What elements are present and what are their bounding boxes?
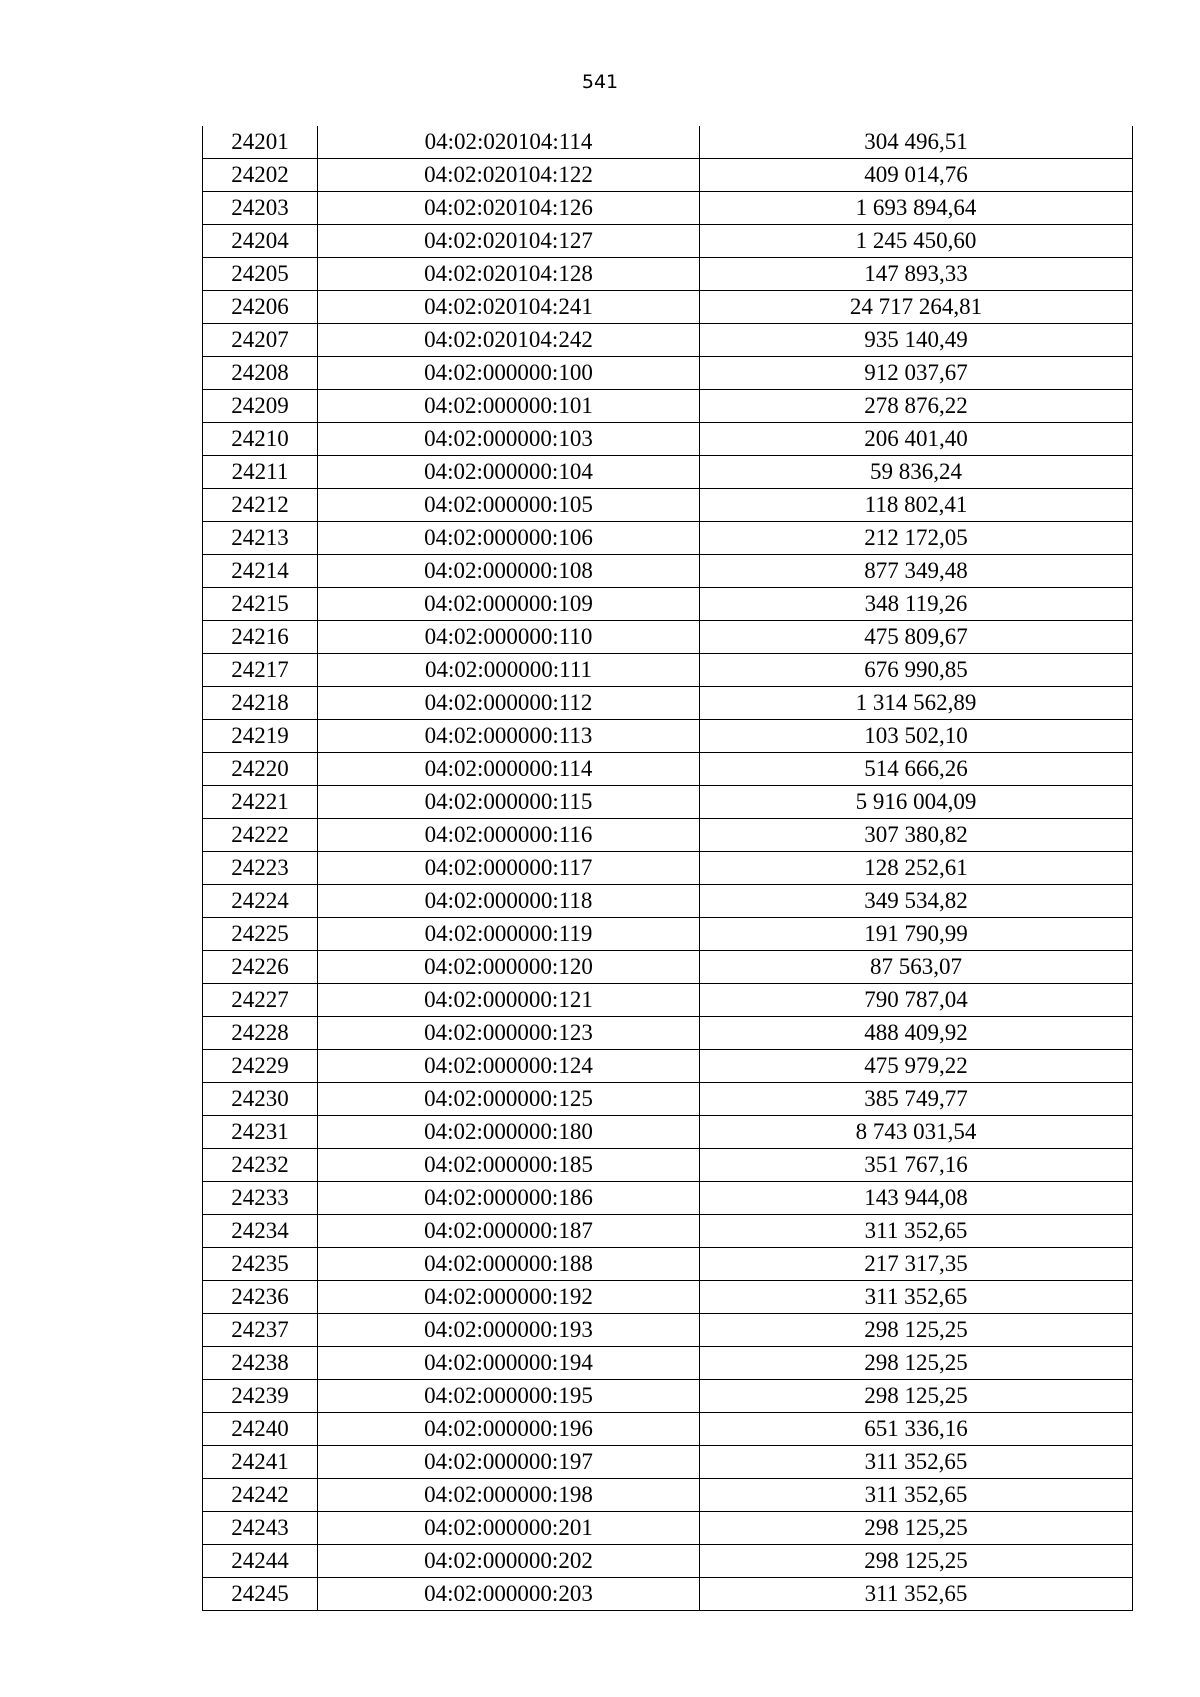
value-cell: 475 809,67 xyxy=(700,621,1133,654)
value-cell: 349 534,82 xyxy=(700,885,1133,918)
value-cell: 298 125,25 xyxy=(700,1380,1133,1413)
value-cell: 191 790,99 xyxy=(700,918,1133,951)
table-row xyxy=(203,159,1133,192)
table-row xyxy=(203,1446,1133,1479)
cadastral-number-cell: 04:02:000000:193 xyxy=(318,1314,700,1347)
table-row xyxy=(203,852,1133,885)
cadastral-number-cell: 04:02:000000:188 xyxy=(318,1248,700,1281)
cadastral-number-cell: 04:02:000000:106 xyxy=(318,522,700,555)
table-row xyxy=(203,1083,1133,1116)
row-number-cell: 24214 xyxy=(203,555,318,588)
row-number-cell: 24208 xyxy=(203,357,318,390)
value-cell: 385 749,77 xyxy=(700,1083,1133,1116)
table-row xyxy=(203,192,1133,225)
cadastral-number-cell: 04:02:000000:186 xyxy=(318,1182,700,1215)
cadastral-number-cell: 04:02:000000:201 xyxy=(318,1512,700,1545)
cadastral-number-cell: 04:02:000000:100 xyxy=(318,357,700,390)
value-cell: 304 496,51 xyxy=(700,126,1133,159)
value-cell: 351 767,16 xyxy=(700,1149,1133,1182)
table-row xyxy=(203,1281,1133,1314)
row-number-cell: 24245 xyxy=(203,1578,318,1611)
value-cell: 5 916 004,09 xyxy=(700,786,1133,819)
value-cell: 877 349,48 xyxy=(700,555,1133,588)
cadastral-number-cell: 04:02:000000:196 xyxy=(318,1413,700,1446)
value-cell: 790 787,04 xyxy=(700,984,1133,1017)
row-number-cell: 24205 xyxy=(203,258,318,291)
row-number-cell: 24227 xyxy=(203,984,318,1017)
value-cell: 278 876,22 xyxy=(700,390,1133,423)
table-row xyxy=(203,489,1133,522)
row-number-cell: 24233 xyxy=(203,1182,318,1215)
value-cell: 311 352,65 xyxy=(700,1281,1133,1314)
value-cell: 87 563,07 xyxy=(700,951,1133,984)
row-number-cell: 24242 xyxy=(203,1479,318,1512)
table-row xyxy=(203,819,1133,852)
cadastral-number-cell: 04:02:000000:194 xyxy=(318,1347,700,1380)
value-cell: 206 401,40 xyxy=(700,423,1133,456)
cadastral-number-cell: 04:02:000000:203 xyxy=(318,1578,700,1611)
table-row xyxy=(203,1347,1133,1380)
row-number-cell: 24239 xyxy=(203,1380,318,1413)
table-row xyxy=(203,1017,1133,1050)
cadastral-number-cell: 04:02:000000:125 xyxy=(318,1083,700,1116)
cadastral-number-cell: 04:02:020104:241 xyxy=(318,291,700,324)
row-number-cell: 24216 xyxy=(203,621,318,654)
value-cell: 409 014,76 xyxy=(700,159,1133,192)
cadastral-number-cell: 04:02:020104:122 xyxy=(318,159,700,192)
row-number-cell: 24206 xyxy=(203,291,318,324)
cadastral-number-cell: 04:02:000000:202 xyxy=(318,1545,700,1578)
cadastral-number-cell: 04:02:000000:198 xyxy=(318,1479,700,1512)
cadastral-number-cell: 04:02:000000:105 xyxy=(318,489,700,522)
table-row xyxy=(203,1413,1133,1446)
row-number-cell: 24224 xyxy=(203,885,318,918)
table-row xyxy=(203,1248,1133,1281)
table-row xyxy=(203,951,1133,984)
value-cell: 488 409,92 xyxy=(700,1017,1133,1050)
value-cell: 212 172,05 xyxy=(700,522,1133,555)
row-number-cell: 24244 xyxy=(203,1545,318,1578)
cadastral-number-cell: 04:02:000000:111 xyxy=(318,654,700,687)
row-number-cell: 24203 xyxy=(203,192,318,225)
table-row xyxy=(203,588,1133,621)
table-row xyxy=(203,1149,1133,1182)
table-row xyxy=(203,1578,1133,1611)
cadastral-number-cell: 04:02:000000:121 xyxy=(318,984,700,1017)
value-cell: 298 125,25 xyxy=(700,1545,1133,1578)
table-row xyxy=(203,1479,1133,1512)
value-cell: 311 352,65 xyxy=(700,1446,1133,1479)
value-cell: 128 252,61 xyxy=(700,852,1133,885)
cadastral-number-cell: 04:02:000000:112 xyxy=(318,687,700,720)
row-number-cell: 24229 xyxy=(203,1050,318,1083)
cadastral-number-cell: 04:02:000000:118 xyxy=(318,885,700,918)
table-row xyxy=(203,753,1133,786)
cadastral-number-cell: 04:02:000000:180 xyxy=(318,1116,700,1149)
row-number-cell: 24207 xyxy=(203,324,318,357)
value-cell: 298 125,25 xyxy=(700,1314,1133,1347)
row-number-cell: 24228 xyxy=(203,1017,318,1050)
table-row xyxy=(203,291,1133,324)
value-cell: 311 352,65 xyxy=(700,1578,1133,1611)
row-number-cell: 24220 xyxy=(203,753,318,786)
cadastral-number-cell: 04:02:000000:119 xyxy=(318,918,700,951)
value-cell: 311 352,65 xyxy=(700,1479,1133,1512)
value-cell: 1 314 562,89 xyxy=(700,687,1133,720)
value-cell: 118 802,41 xyxy=(700,489,1133,522)
table-row xyxy=(203,786,1133,819)
table-row xyxy=(203,1380,1133,1413)
row-number-cell: 24226 xyxy=(203,951,318,984)
value-cell: 8 743 031,54 xyxy=(700,1116,1133,1149)
row-number-cell: 24217 xyxy=(203,654,318,687)
cadastral-number-cell: 04:02:000000:110 xyxy=(318,621,700,654)
row-number-cell: 24209 xyxy=(203,390,318,423)
table-row xyxy=(203,1215,1133,1248)
row-number-cell: 24231 xyxy=(203,1116,318,1149)
cadastral-number-cell: 04:02:000000:195 xyxy=(318,1380,700,1413)
value-cell: 475 979,22 xyxy=(700,1050,1133,1083)
value-cell: 912 037,67 xyxy=(700,357,1133,390)
cadastral-number-cell: 04:02:020104:128 xyxy=(318,258,700,291)
table-row xyxy=(203,1512,1133,1545)
table-row xyxy=(203,1314,1133,1347)
value-cell: 1 245 450,60 xyxy=(700,225,1133,258)
table-row xyxy=(203,555,1133,588)
table-row xyxy=(203,126,1133,159)
cadastral-number-cell: 04:02:020104:127 xyxy=(318,225,700,258)
page-number: 541 xyxy=(581,71,619,93)
cadastral-number-cell: 04:02:000000:117 xyxy=(318,852,700,885)
cadastral-number-cell: 04:02:000000:115 xyxy=(318,786,700,819)
cadastral-number-cell: 04:02:000000:103 xyxy=(318,423,700,456)
table-row xyxy=(203,1116,1133,1149)
value-cell: 24 717 264,81 xyxy=(700,291,1133,324)
row-number-cell: 24225 xyxy=(203,918,318,951)
value-cell: 103 502,10 xyxy=(700,720,1133,753)
table-row xyxy=(203,456,1133,489)
row-number-cell: 24241 xyxy=(203,1446,318,1479)
value-cell: 298 125,25 xyxy=(700,1512,1133,1545)
cadastral-number-cell: 04:02:000000:104 xyxy=(318,456,700,489)
value-cell: 59 836,24 xyxy=(700,456,1133,489)
table-row xyxy=(203,687,1133,720)
row-number-cell: 24221 xyxy=(203,786,318,819)
table-row xyxy=(203,258,1133,291)
table-row xyxy=(203,324,1133,357)
cadastral-number-cell: 04:02:000000:197 xyxy=(318,1446,700,1479)
value-cell: 143 944,08 xyxy=(700,1182,1133,1215)
row-number-cell: 24234 xyxy=(203,1215,318,1248)
table-body xyxy=(203,126,1133,1611)
table-row xyxy=(203,1545,1133,1578)
row-number-cell: 24212 xyxy=(203,489,318,522)
value-cell: 1 693 894,64 xyxy=(700,192,1133,225)
table-row xyxy=(203,1182,1133,1215)
row-number-cell: 24210 xyxy=(203,423,318,456)
row-number-cell: 24237 xyxy=(203,1314,318,1347)
cadastral-number-cell: 04:02:000000:114 xyxy=(318,753,700,786)
row-number-cell: 24211 xyxy=(203,456,318,489)
value-cell: 217 317,35 xyxy=(700,1248,1133,1281)
cadastral-number-cell: 04:02:000000:120 xyxy=(318,951,700,984)
row-number-cell: 24243 xyxy=(203,1512,318,1545)
row-number-cell: 24215 xyxy=(203,588,318,621)
cadastral-number-cell: 04:02:000000:187 xyxy=(318,1215,700,1248)
row-number-cell: 24238 xyxy=(203,1347,318,1380)
row-number-cell: 24204 xyxy=(203,225,318,258)
value-cell: 348 119,26 xyxy=(700,588,1133,621)
value-cell: 514 666,26 xyxy=(700,753,1133,786)
row-number-cell: 24219 xyxy=(203,720,318,753)
row-number-cell: 24222 xyxy=(203,819,318,852)
cadastral-number-cell: 04:02:000000:192 xyxy=(318,1281,700,1314)
row-number-cell: 24232 xyxy=(203,1149,318,1182)
cadastral-number-cell: 04:02:000000:123 xyxy=(318,1017,700,1050)
cadastral-number-cell: 04:02:000000:109 xyxy=(318,588,700,621)
cadastral-number-cell: 04:02:000000:116 xyxy=(318,819,700,852)
table-row xyxy=(203,984,1133,1017)
value-cell: 147 893,33 xyxy=(700,258,1133,291)
cadastral-number-cell: 04:02:000000:124 xyxy=(318,1050,700,1083)
table-row xyxy=(203,390,1133,423)
cadastral-number-cell: 04:02:020104:242 xyxy=(318,324,700,357)
table-row xyxy=(203,1050,1133,1083)
cadastral-value-table xyxy=(202,126,1133,1611)
row-number-cell: 24218 xyxy=(203,687,318,720)
value-cell: 298 125,25 xyxy=(700,1347,1133,1380)
row-number-cell: 24213 xyxy=(203,522,318,555)
cadastral-number-cell: 04:02:000000:113 xyxy=(318,720,700,753)
table-row xyxy=(203,225,1133,258)
value-cell: 935 140,49 xyxy=(700,324,1133,357)
table-row xyxy=(203,522,1133,555)
value-cell: 307 380,82 xyxy=(700,819,1133,852)
value-cell: 651 336,16 xyxy=(700,1413,1133,1446)
row-number-cell: 24236 xyxy=(203,1281,318,1314)
row-number-cell: 24235 xyxy=(203,1248,318,1281)
table-row xyxy=(203,423,1133,456)
table-row xyxy=(203,357,1133,390)
cadastral-number-cell: 04:02:020104:114 xyxy=(318,126,700,159)
row-number-cell: 24202 xyxy=(203,159,318,192)
value-cell: 311 352,65 xyxy=(700,1215,1133,1248)
table-row xyxy=(203,885,1133,918)
cadastral-number-cell: 04:02:000000:185 xyxy=(318,1149,700,1182)
table-row xyxy=(203,621,1133,654)
table-row xyxy=(203,654,1133,687)
row-number-cell: 24201 xyxy=(203,126,318,159)
row-number-cell: 24240 xyxy=(203,1413,318,1446)
cadastral-number-cell: 04:02:020104:126 xyxy=(318,192,700,225)
row-number-cell: 24223 xyxy=(203,852,318,885)
row-number-cell: 24230 xyxy=(203,1083,318,1116)
table-row xyxy=(203,720,1133,753)
table-row xyxy=(203,918,1133,951)
cadastral-number-cell: 04:02:000000:108 xyxy=(318,555,700,588)
cadastral-number-cell: 04:02:000000:101 xyxy=(318,390,700,423)
value-cell: 676 990,85 xyxy=(700,654,1133,687)
